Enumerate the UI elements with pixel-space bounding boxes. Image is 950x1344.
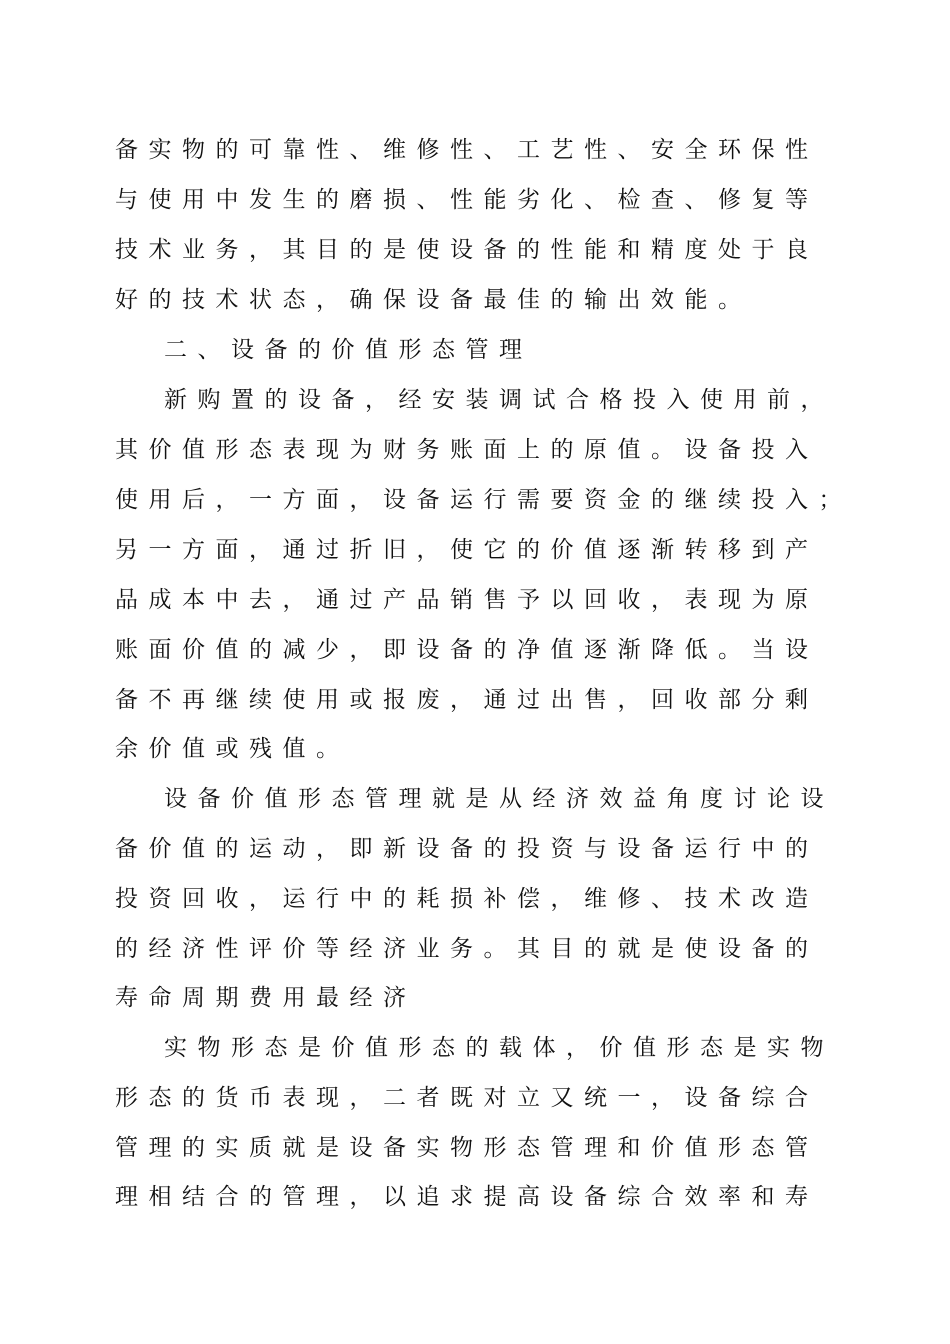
text-line: 形态的货币表现，二者既对立又统一，设备综合 <box>115 1085 819 1111</box>
text-line: 好的技术状态，确保设备最佳的输出效能。 <box>115 287 752 313</box>
text-line: 新购置的设备，经安装调试合格投入使用前， <box>164 387 834 413</box>
text-line: 设备价值形态管理就是从经济效益角度讨论设 <box>164 786 834 812</box>
text-line: 与使用中发生的磨损、性能劣化、检查、修复等 <box>115 187 819 213</box>
text-line: 另一方面，通过折旧，使它的价值逐渐转移到产 <box>115 537 819 563</box>
text-line: 备不再继续使用或报废，通过出售，回收部分剩 <box>115 687 819 713</box>
text-line: 备价值的运动，即新设备的投资与设备运行中的 <box>115 836 819 862</box>
text-line: 的经济性评价等经济业务。其目的就是使设备的 <box>115 936 819 962</box>
text-line: 寿命周期费用最经济 <box>115 985 417 1011</box>
text-line: 余价值或残值。 <box>115 736 350 762</box>
text-line: 使用后，一方面，设备运行需要资金的继续投入； <box>115 487 852 513</box>
text-line: 实物形态是价值形态的载体，价值形态是实物 <box>164 1035 834 1061</box>
text-line: 投资回收，运行中的耗损补偿，维修、技术改造 <box>115 886 819 912</box>
text-line: 账面价值的减少，即设备的净值逐渐降低。当设 <box>115 637 819 663</box>
section-heading: 二、设备的价值形态管理 <box>164 337 533 363</box>
text-line: 其价值形态表现为财务账面上的原值。设备投入 <box>115 437 819 463</box>
text-line: 理相结合的管理，以追求提高设备综合效率和寿 <box>115 1184 819 1210</box>
text-line: 技术业务，其目的是使设备的性能和精度处于良 <box>115 237 819 263</box>
text-line: 备实物的可靠性、维修性、工艺性、安全环保性 <box>115 137 819 163</box>
text-line: 品成本中去，通过产品销售予以回收，表现为原 <box>115 587 819 613</box>
text-line: 管理的实质就是设备实物形态管理和价值形态管 <box>115 1135 819 1161</box>
